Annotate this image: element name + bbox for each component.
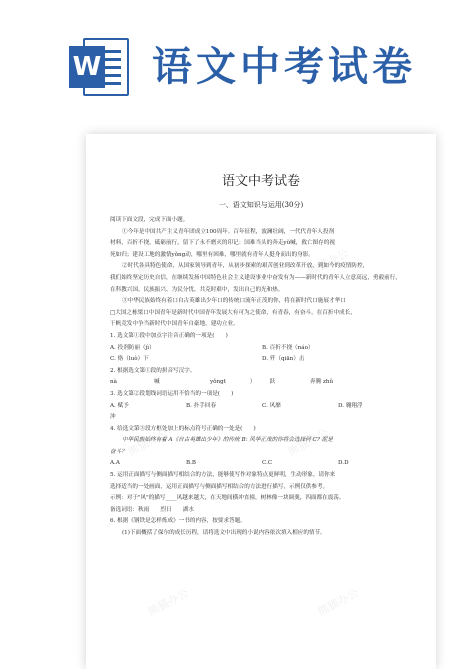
- question-2-blanks: [110, 377, 414, 389]
- question-6: 6. 根据《钢铁是怎样炼成》一书的内容，按要求答题。: [110, 518, 246, 525]
- question-5-words: 备选词语：秋雨 烈日 湖水: [110, 506, 194, 513]
- question-5-text: 选择适当的一处画面，运用正面描写与侧面描写相结合的方法进行描写，示例仅供参考。: [110, 483, 329, 490]
- question-5: 5. 运用正面描写与侧面描写相结合的方法，能够使写作对象特点更鲜明，生动形象。请你来: [110, 472, 336, 479]
- paragraph-2-line: 我们始终坚定历史自信，在继续发扬中国特色社会主义建设事业中奋发有为——新时代的青年人立意高远，勇毅前行，: [110, 274, 401, 281]
- question-3: 3. 选文第②段划线词语运用不恰当的一项是( ): [110, 390, 234, 397]
- question-1-options: [110, 354, 414, 366]
- question-3-tail: 沖: [110, 414, 116, 421]
- option-a: A.A: [110, 460, 120, 467]
- pinyin-blank: ） 跃: [250, 379, 276, 386]
- watermark: 熊猫办公: [315, 586, 361, 619]
- banner-title: 语文中考试卷: [152, 44, 416, 90]
- watermark: 熊猫办公: [145, 586, 191, 619]
- section-title: 一、语文知识与运用(30分): [218, 201, 304, 209]
- pinyin-blank: yǒngt: [210, 379, 226, 386]
- question-4: 4. 给选文第③段方框处加上的标点符号正确的一处是( ): [110, 425, 256, 432]
- watermark: 熊猫办公: [305, 246, 351, 279]
- document-page: [86, 134, 436, 669]
- paragraph-1-line: ①今年是中国共产主义青年团成立100周年。百年征程，波澜壮阔，一代代青年人投剂: [122, 228, 335, 235]
- watermark: 熊猫办公: [135, 246, 181, 279]
- question-6-sub: (1)下面概括了保尔的成长历程，请将选文中出现的小说内容依次填入相应的情节。: [122, 530, 326, 537]
- watermark: 熊猫办公: [125, 426, 171, 459]
- option-a: A. 赋予: [110, 402, 129, 409]
- word-logo-letter: W: [69, 46, 105, 88]
- option-c: C. 烙（luò）下: [110, 356, 149, 363]
- paragraph-3-line: □大国之栋梁口中国青年是新时代中国青年发展大有可为之使命，有青春，有奋斗，在百折中成长，: [110, 309, 356, 316]
- instruction-text: 阅读下面文段，完成下面小题。: [110, 217, 189, 223]
- option-b: B. 百折不挠（náo）: [262, 344, 314, 351]
- question-5-example: 示例：对于"风"的描写____风越来越大，在天地间横冲直撞，树林像一块调羹，四面都在震荡。: [110, 495, 345, 502]
- option-c: C. 风靡: [262, 402, 281, 409]
- paragraph-2-line: ②时代各具特色使命，从国家领导到青年，从初步探索的艰苦创业到改革开放，到如今的疫情防控，: [122, 263, 369, 270]
- paragraph-2-line: 在科教兴国、民族振兴、为民分忧、共克时艰中，发出自己的光和热。: [110, 286, 284, 293]
- paragraph-1-line: 死如归；建设工地的激情yǒng动，哪里有困难，哪里就有青年人挺身而出的身影。: [110, 251, 314, 258]
- question-4-text: 中华民族始终有着 A《自古英雄出少年》的传统 B: 风华正茂的你将会选择何 C? 泥是: [122, 437, 333, 444]
- document-title: 语文中考试卷: [221, 174, 300, 189]
- paragraph-1-line: 材料，百折不挠，砥砺前行，留下了永不磨灭的印记：国难当头的奔走yǔ喊，救亡图存的视: [110, 240, 335, 247]
- option-d: D. 歼（qiān）击: [262, 356, 305, 363]
- question-3-options: [110, 401, 414, 413]
- question-4-text: 奋斗？: [110, 448, 127, 455]
- option-d: D. 翱翔浮: [338, 402, 363, 409]
- option-b: B.B: [186, 460, 196, 467]
- pinyin-blank: nà: [110, 379, 117, 386]
- document-preview-area: [0, 112, 474, 669]
- question-2: 2. 根据选文第①段的拼音写汉字。: [110, 367, 196, 374]
- option-b: B. 扑手回春: [186, 402, 217, 409]
- option-c: C.C: [262, 460, 273, 467]
- watermark: 熊猫办公: [285, 426, 331, 459]
- document-body: [110, 215, 414, 540]
- pinyin-blank: 奔腾 zhǔ: [310, 379, 334, 386]
- question-1-options: [110, 343, 414, 355]
- question-4-options: [110, 458, 414, 470]
- paragraph-3-line: 干帆竞发中争当新时代中国青年自豪地，建功立业。: [110, 321, 239, 328]
- question-1: 1. 选文第①段中加点字注音正确的一项是( ): [110, 332, 228, 339]
- paragraph-3-line: ③中华民族始终有着口自古英雄出少年口的传统口流年正茂的你，将在新时代口施展才华口: [122, 298, 346, 305]
- option-a: A. 投剂防丽（jì）: [110, 344, 155, 351]
- word-document-icon: [69, 38, 131, 96]
- pinyin-blank: 喊: [154, 379, 160, 386]
- option-d: D.D: [338, 460, 349, 467]
